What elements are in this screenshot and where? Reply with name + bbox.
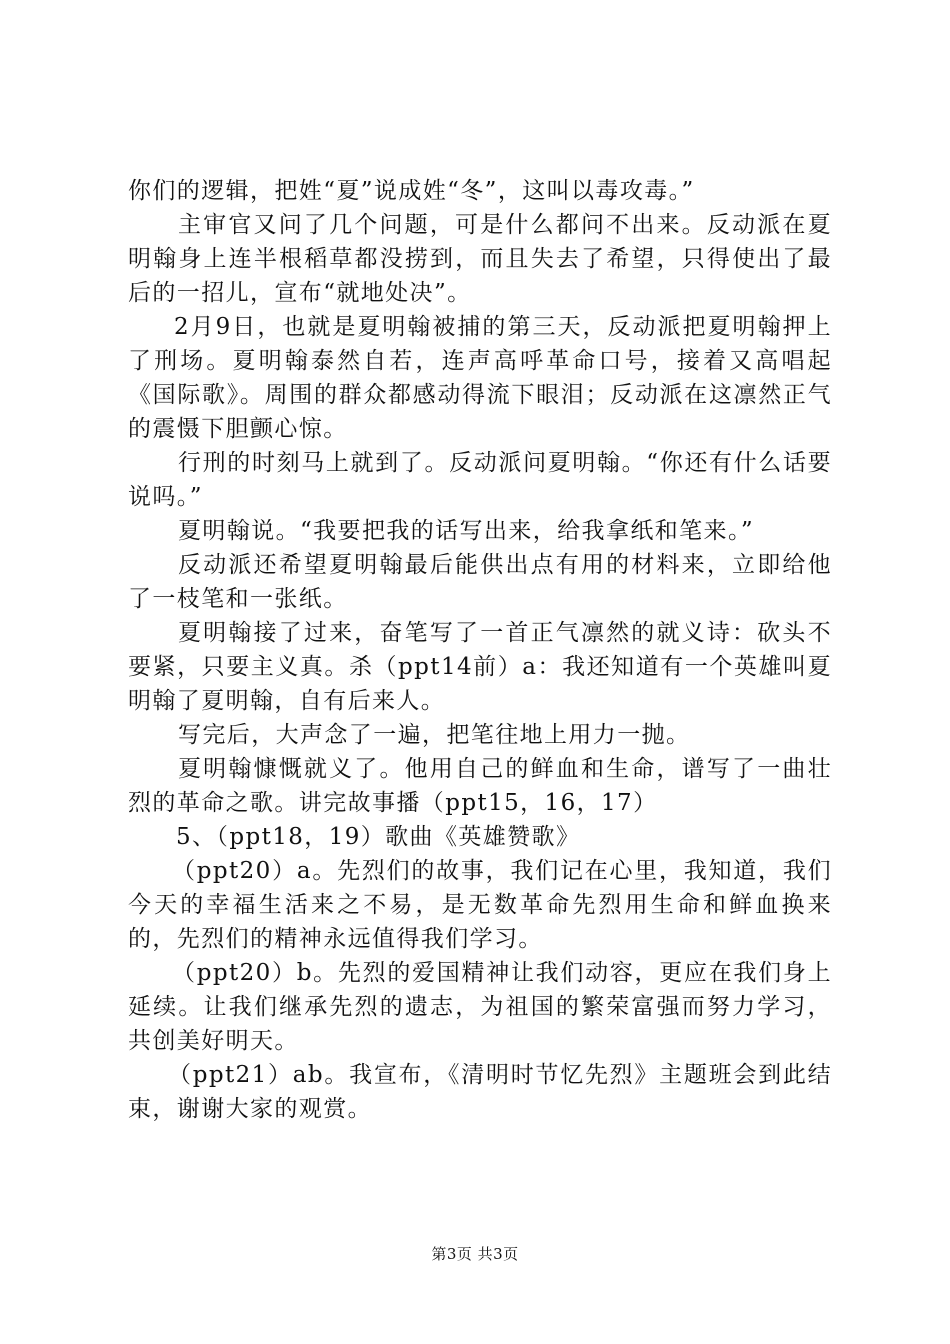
paragraph-ppt21-closing: （ppt21）ab。我宣布，《清明时节忆先烈》主题班会到此结束，谢谢大家的观赏。 [128,1062,832,1122]
paragraph-martyrdom: 夏明翰慷慨就义了。他用自己的鲜血和生命，谱写了一曲壮烈的革命之歌。讲完故事播（ppt15，16，17） [128,756,832,816]
paragraph-continuation: 你们的逻辑，把姓“夏”说成姓“冬”，这叫以毒攻毒。” [128,178,695,204]
paragraph-ppt20-a: （ppt20）a。先烈们的故事，我们记在心里，我知道，我们今天的幸福生活来之不易，是无数革命先烈用生命和鲜血换来的，先烈们的精神永远值得我们学习。 [128,858,832,952]
paragraph-poem: 夏明翰接了过来，奋笔写了一首正气凛然的就义诗：砍头不要紧，只要主义真。杀（ppt14前）a：我还知道有一个英雄叫夏明翰了夏明翰，自有后来人。 [128,620,832,714]
paragraph-last-words-question: 行刑的时刻马上就到了。反动派问夏明翰。“你还有什么话要说吗。” [128,450,832,510]
paragraph-execution-ground: 2月9日，也就是夏明翰被捕的第三天，反动派把夏明翰押上了刑场。夏明翰泰然自若，连声高呼革命口号，接着又高唱起《国际歌》。周围的群众都感动得流下眼泪；反动派在这凛然正气的震慑下胆颤心惊。 [128,314,832,442]
paragraph-interrogation: 主审官又问了几个问题，可是什么都问不出来。反动派在夏明翰身上连半根稻草都没捞到，而且失去了希望，只得使出了最后的一招儿，宣布“就地处决”。 [128,212,832,306]
document-body [128,174,832,1126]
paragraph-last-words-answer: 夏明翰说。“我要把我的话写出来，给我拿纸和笔来。” [178,518,755,544]
page-footer: 第3页 共3页 [431,1245,519,1263]
paragraph-ppt20-b: （ppt20）b。先烈的爱国精神让我们动容，更应在我们身上延续。让我们继承先烈的遗志，为祖国的繁荣富强而努力学习，共创美好明天。 [128,960,832,1054]
list-item-song: 5、（ppt18，19）歌曲《英雄赞歌》 [176,824,581,850]
paragraph-pen-and-paper: 反动派还希望夏明翰最后能供出点有用的材料来，立即给他了一枝笔和一张纸。 [128,552,832,612]
paragraph-throw-pen: 写完后，大声念了一遍，把笔往地上用力一抛。 [178,722,691,748]
